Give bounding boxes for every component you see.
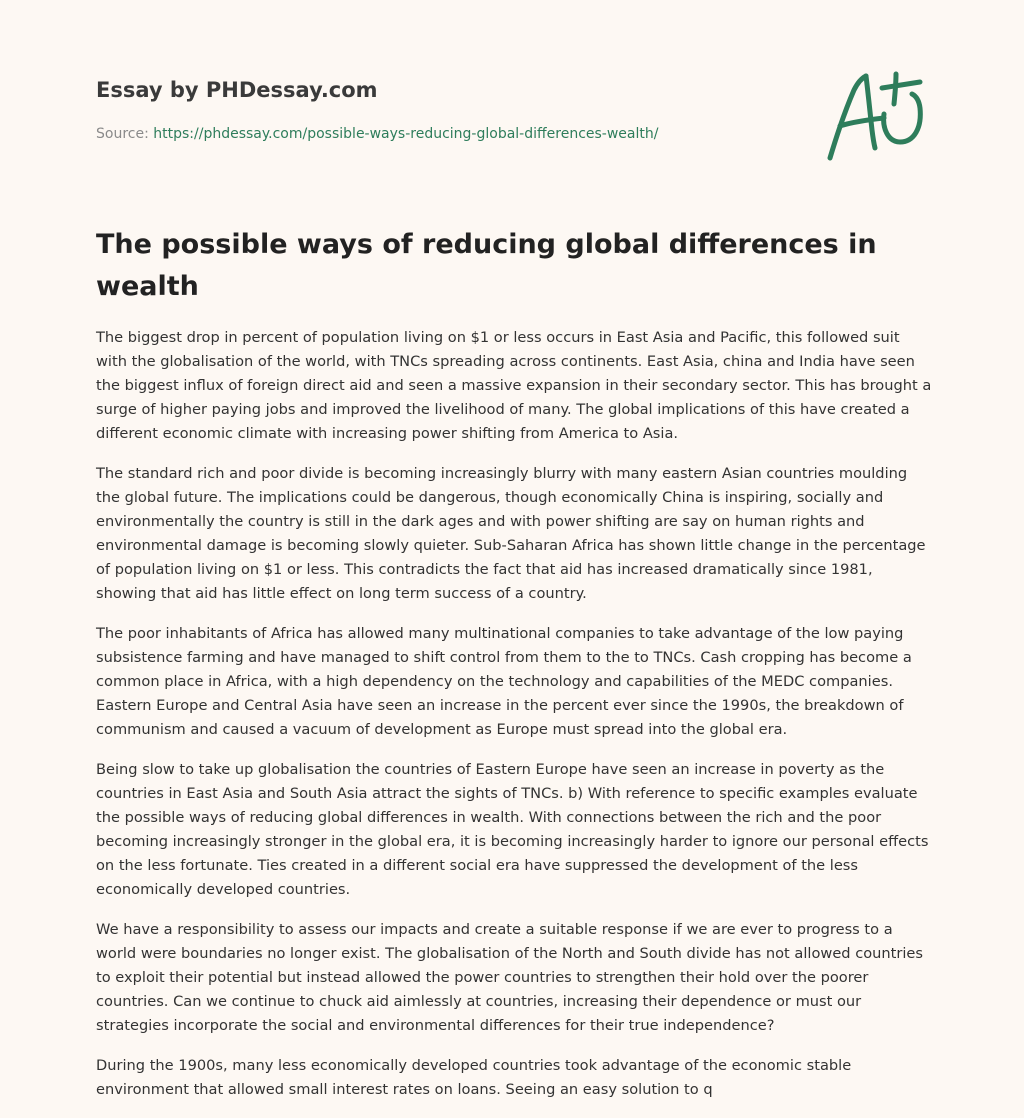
essay-paragraph-2: The standard rich and poor divide is becoming increasingly blurry with many eastern Asian countries moulding the global future. The implications could be dangerous, though economically China is inspiring, socially and environmentally the country is still in the dark ages and with power shifting are say on human rights and environmental damage is becoming slowly quieter. Sub-Saharan Africa has shown little change in the percentage of population living on $1 or less. This contradicts the fact that aid has increased dramatically since 1981, showing that aid has little effect on long term success of a country.: [96, 465, 926, 602]
source-line: [96, 124, 936, 144]
essay-paragraph-1: The biggest drop in percent of population living on $1 or less occurs in East Asia and Pacific, this followed suit with the globalisation of the world, with TNCs spreading across continents. East Asia, china and India have seen the biggest influx of foreign direct aid and seen a massive expansion in their secondary sector. This has brought a surge of higher paying jobs and improved the livelihood of many. The global implications of this have created a different economic climate with increasing power shifting from America to Asia.: [96, 329, 932, 442]
essay-paragraph-3: The poor inhabitants of Africa has allowed many multinational companies to take advantage of the low paying subsistence farming and have managed to shift control from them to the to TNCs. Cash cropping has become a common place in Africa, with a high dependency on the technology and capabilities of the MEDC companies. Eastern Europe and Central Asia have seen an increase in the percent ever since the 1990s, the breakdown of communism and caused a vacuum of development as Europe must spread into the global era.: [96, 625, 912, 738]
a-plus-logo-icon: [822, 68, 930, 164]
essay-body: [96, 224, 934, 1118]
page-header: [96, 76, 936, 144]
source-link[interactable]: https://phdessay.com/possible-ways-reducing-global-differences-wealth/: [153, 126, 659, 142]
essay-paragraph-5: We have a responsibility to assess our impacts and create a suitable response if we are ever to progress to a world were boundaries no longer exist. The globalisation of the North and South divide has not allowed countries to exploit their potential but instead allowed the power countries to strengthen their hold over the poorer countries. Can we continue to chuck aid aimlessly at countries, increasing their dependence or must our strategies incorporate the social and environmental differences for their true independence?: [96, 921, 924, 1034]
site-title: Essay by PHDessay.com: [96, 78, 378, 102]
essay-title: The possible ways of reducing global differences in wealth: [96, 229, 877, 302]
source-label: Source:: [96, 126, 154, 142]
essay-paragraph-4: Being slow to take up globalisation the countries of Eastern Europe have seen an increase in poverty as the countries in East Asia and South Asia attract the sights of TNCs. b) With reference to specific examples evaluate the possible ways of reducing global differences in wealth. With connections between the rich and the poor becoming increasingly stronger in the global era, it is becoming increasingly harder to ignore our personal effects on the less fortunate. Ties created in a different social era have suppressed the development of the less economically developed countries.: [96, 761, 929, 898]
essay-paragraph-6: During the 1900s, many less economically developed countries took advantage of the economic stable environment that allowed small interest rates on loans. Seeing an easy solution to q: [96, 1057, 852, 1098]
